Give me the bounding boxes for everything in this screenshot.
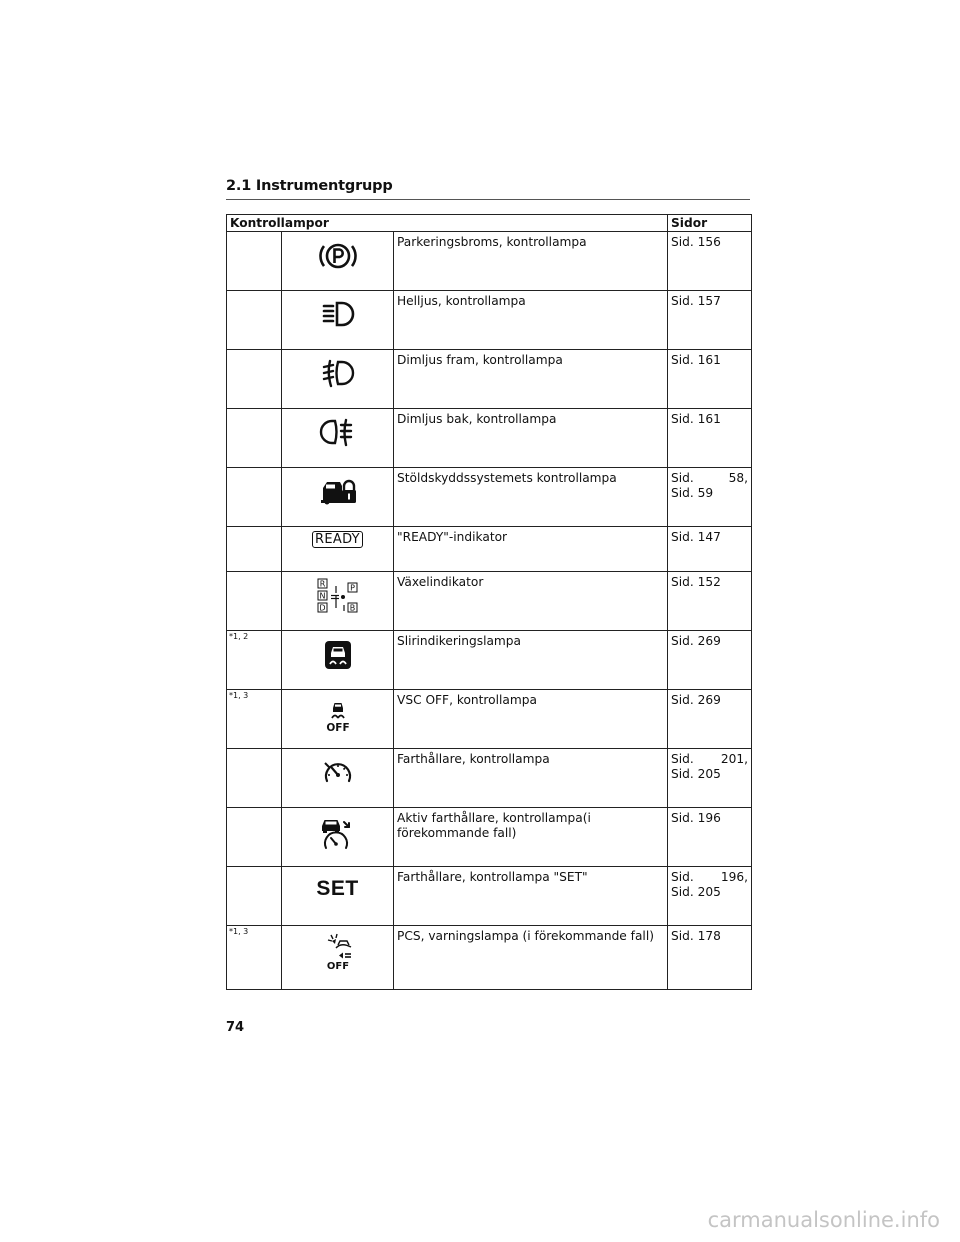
table-row	[227, 808, 752, 867]
row-page: Sid. 161	[671, 353, 721, 367]
row-note	[227, 409, 282, 468]
cruise-set-icon	[282, 878, 393, 900]
shift-letter-b: B	[349, 603, 355, 613]
table-row	[227, 572, 752, 631]
row-description: "READY"-indikator	[394, 527, 668, 572]
dynamic-radar-cruise-icon	[316, 814, 360, 852]
pcs-off-text: OFF	[326, 961, 349, 972]
vsc-off-text: OFF	[325, 722, 350, 734]
row-description: Dimljus fram, kontrollampa	[394, 350, 668, 409]
parking-brake-icon	[318, 238, 358, 274]
table-row	[227, 631, 752, 690]
row-description: Farthållare, kontrollampa	[394, 749, 668, 808]
header-pages: Sidor	[668, 215, 752, 232]
row-description: Farthållare, kontrollampa "SET"	[394, 867, 668, 926]
row-note	[227, 527, 282, 572]
row-description: Parkeringsbroms, kontrollampa	[394, 232, 668, 291]
shift-letter-d: D	[318, 603, 326, 613]
shift-letter-n: N	[319, 591, 325, 601]
row-page: Sid. 59	[671, 486, 714, 500]
table-row	[227, 690, 752, 749]
row-page: Sid. 178	[671, 929, 721, 943]
row-note	[227, 291, 282, 350]
row-note: *1, 3	[227, 690, 282, 749]
table-row	[227, 527, 752, 572]
shift-letter-p: P	[349, 583, 355, 593]
row-page: Sid. 152	[671, 575, 721, 589]
table-row	[227, 867, 752, 926]
row-description: Dimljus bak, kontrollampa	[394, 409, 668, 468]
row-page: Sid. 147	[671, 530, 721, 544]
row-page: Sid. 269	[671, 634, 721, 648]
row-description: Växelindikator	[394, 572, 668, 631]
row-page: Sid. 161	[671, 412, 721, 426]
row-page: Sid. 157	[671, 294, 721, 308]
front-fog-icon	[318, 356, 358, 390]
shift-position-icon	[315, 578, 361, 616]
row-page: Sid. 205	[671, 885, 721, 899]
ready-icon-text: READY	[315, 532, 360, 547]
table-row	[227, 468, 752, 527]
high-beam-icon	[318, 297, 358, 331]
page-number: 74	[226, 1020, 245, 1035]
table-row	[227, 409, 752, 468]
row-note: *1, 3	[227, 926, 282, 990]
set-icon-text: SET	[316, 877, 359, 900]
row-note	[227, 232, 282, 291]
row-page: Sid. 205	[671, 767, 721, 781]
row-page: Sid. 201,	[671, 752, 749, 766]
table-row	[227, 926, 752, 990]
row-description: PCS, varningslampa (i förekommande fall)	[394, 926, 668, 990]
pcs-off-icon	[318, 932, 358, 972]
row-page: Sid. 196	[671, 811, 721, 825]
vsc-off-icon	[318, 696, 358, 734]
row-note	[227, 572, 282, 631]
table-row	[227, 350, 752, 409]
header-lamps: Kontrollampor	[227, 215, 668, 232]
title-rule	[226, 199, 750, 200]
table-row	[227, 232, 752, 291]
row-note	[227, 468, 282, 527]
section-title: 2.1 Instrumentgrupp	[226, 178, 393, 194]
row-description: Aktiv farthållare, kontrollampa(i förekommande fall)	[394, 808, 668, 867]
shift-letter-r: R	[319, 579, 325, 589]
row-description: Helljus, kontrollampa	[394, 291, 668, 350]
table-row	[227, 291, 752, 350]
slip-indicator-icon	[318, 637, 358, 673]
row-page: Sid. 58,	[671, 471, 749, 485]
row-note	[227, 808, 282, 867]
row-note: *1, 2	[227, 631, 282, 690]
row-description: VSC OFF, kontrollampa	[394, 690, 668, 749]
ready-indicator-icon	[312, 531, 363, 548]
row-note	[227, 867, 282, 926]
row-page: Sid. 196,	[671, 870, 749, 884]
row-note	[227, 350, 282, 409]
security-system-icon	[318, 474, 358, 508]
row-page: Sid. 269	[671, 693, 721, 707]
table-header-row	[227, 215, 752, 232]
rear-fog-icon	[318, 415, 358, 449]
row-note	[227, 749, 282, 808]
row-description: Stöldskyddssystemets kontrollampa	[394, 468, 668, 527]
table-row	[227, 749, 752, 808]
row-description: Slirindikeringslampa	[394, 631, 668, 690]
row-page: Sid. 156	[671, 235, 721, 249]
watermark: carmanualsonline.info	[707, 1208, 940, 1232]
indicator-table	[226, 214, 752, 990]
cruise-control-icon	[318, 755, 358, 789]
